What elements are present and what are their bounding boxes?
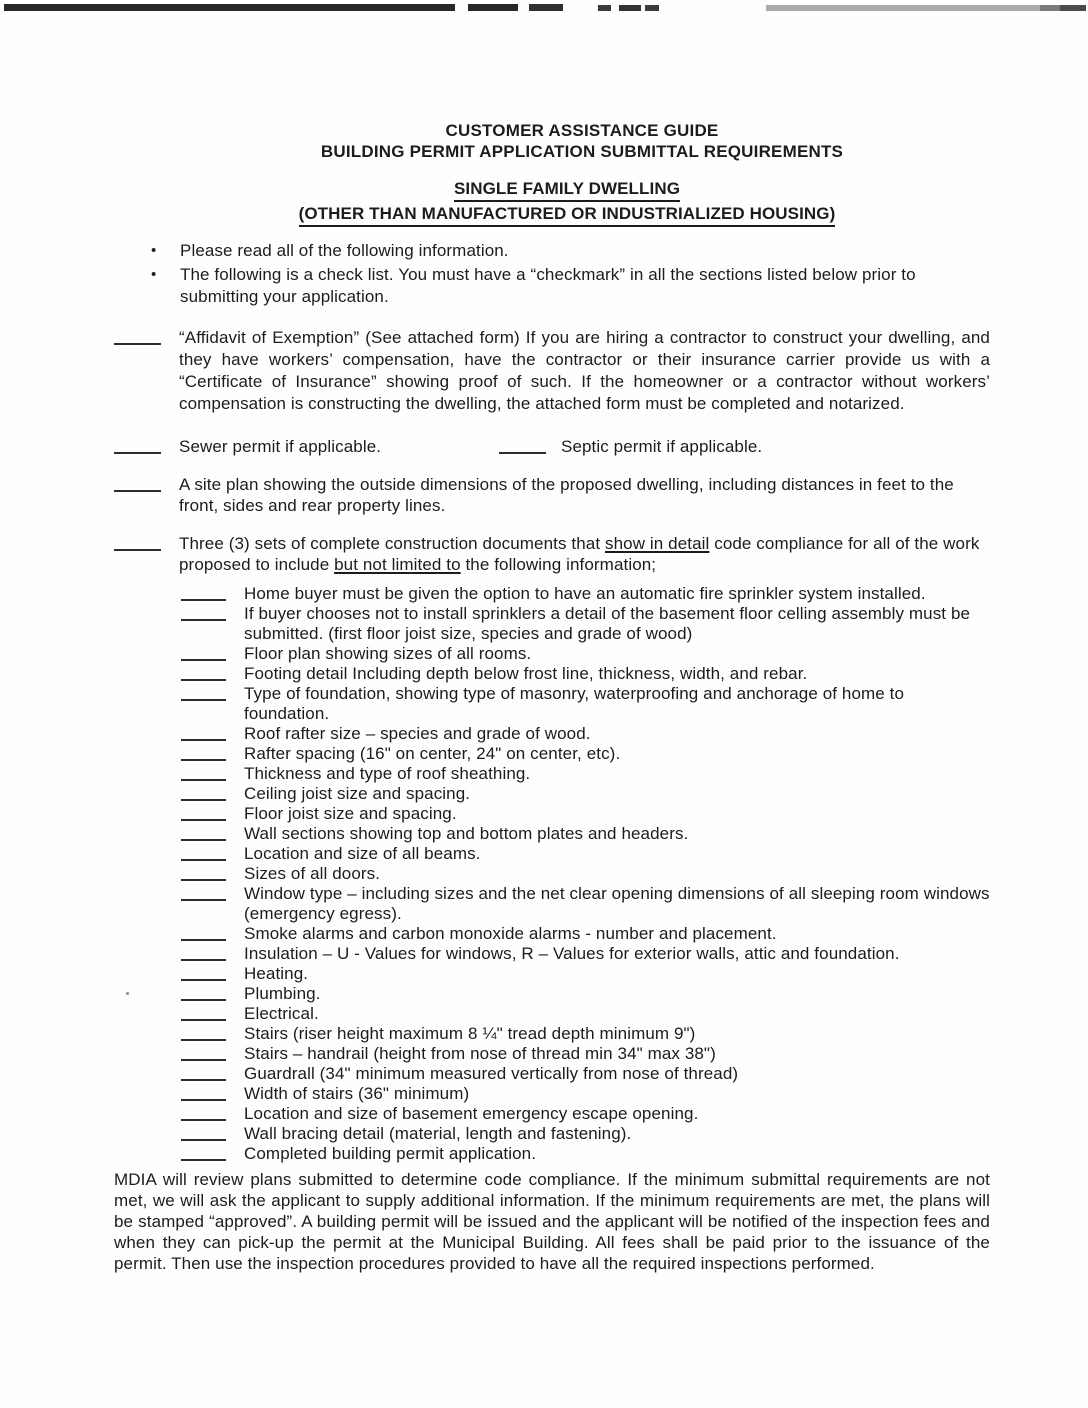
checkmark-line — [181, 886, 226, 901]
text-segment: the following information; — [460, 555, 657, 574]
checkmark-line — [181, 826, 226, 841]
checklist-item-construction-docs — [114, 533, 990, 575]
subtitle-line-1: SINGLE FAMILY DWELLING — [144, 177, 990, 202]
bullet-item — [114, 240, 990, 262]
checklist-sub-item — [181, 984, 990, 1004]
checklist-sub-item — [181, 644, 990, 664]
checklist-sub-item — [181, 1144, 990, 1164]
scan-artifact-bar — [766, 5, 1040, 11]
title-line-1: CUSTOMER ASSISTANCE GUIDE — [445, 121, 719, 140]
sub-item-text: Electrical. — [244, 1004, 319, 1023]
construction-docs-text — [179, 533, 990, 575]
checklist-sub-item — [181, 684, 990, 724]
checklist-sub-item — [181, 1124, 990, 1144]
checklist-sub-item — [181, 1004, 990, 1024]
sub-item-text: Window type – including sizes and the net clear opening dimensions of all sleeping room windows (emergency egress). — [244, 884, 990, 923]
checkmark-line — [181, 586, 226, 601]
document-content — [114, 120, 990, 1274]
sub-item-text: Stairs – handrail (height from nose of thread min 34" max 38") — [244, 1044, 716, 1063]
checklist-sub-item — [181, 744, 990, 764]
sub-item-text: Home buyer must be given the option to have an automatic fire sprinkler system installed. — [244, 584, 926, 603]
sub-item-text: Insulation – U - Values for windows, R – Values for exterior walls, attic and foundation. — [244, 944, 900, 963]
sub-item-text: Footing detail Including depth below frost line, thickness, width, and rebar. — [244, 664, 808, 683]
underlined-phrase: but not limited to — [334, 555, 461, 574]
document-subtitle — [114, 177, 990, 227]
checklist-sub-item — [181, 804, 990, 824]
checkmark-line — [181, 1026, 226, 1041]
checklist-sub-item — [181, 1064, 990, 1084]
bullet-item — [114, 264, 990, 308]
text-segment: code compliance for all of the work proposed to include — [179, 534, 980, 574]
checklist-sub-item — [181, 784, 990, 804]
checkmark-line — [181, 686, 226, 701]
checkmark-line — [181, 1146, 226, 1161]
sub-item-text: Wall bracing detail (material, length and fastening). — [244, 1124, 632, 1143]
sub-item-text: Guardrall (34" minimum measured vertically from nose of thread) — [244, 1064, 739, 1083]
checklist-item-affidavit — [114, 327, 990, 415]
bullet-icon: • — [151, 242, 157, 259]
checkmark-line — [181, 846, 226, 861]
sub-items — [181, 584, 990, 1164]
scan-artifact-bar — [598, 5, 611, 11]
scan-artifact-bar — [1040, 5, 1060, 11]
septic-permit-text: Septic permit if applicable. — [561, 437, 763, 456]
bullet-icon: • — [151, 266, 157, 283]
checklist-sub-item — [181, 1104, 990, 1124]
checklist-sub-item — [181, 724, 990, 744]
scan-artifact-bar — [619, 5, 641, 11]
scan-artifact-bar — [4, 4, 455, 11]
sub-item-text: Stairs (riser height maximum 8 ¼" tread depth minimum 9") — [244, 1024, 696, 1043]
checklist-sub-item — [181, 1024, 990, 1044]
sub-item-text: If buyer chooses not to install sprinklers a detail of the basement floor celling assembly must be submitted. (first floor joist size, species and grade of wood) — [244, 604, 971, 643]
sub-item-text: Sizes of all doors. — [244, 864, 381, 883]
sub-item-text: Heating. — [244, 964, 309, 983]
checkmark-line — [181, 726, 226, 741]
checklist-sub-item — [181, 964, 990, 984]
affidavit-text: “Affidavit of Exemption” (See attached form) If you are hiring a contractor to construct your dwelling, and they have workers’ compensation, have the contractor or their insurance carrier provide us with a “Certificate of Insurance” showing proof of such. If the homeowner or a contractor without workers’ compensation is constructing the dwelling, the attached form must be completed and notarized. — [179, 328, 990, 413]
checklist-sub-item — [181, 884, 990, 924]
scan-artifact-bar — [468, 4, 518, 11]
sub-item-text: Rafter spacing (16" on center, 24" on center, etc). — [244, 744, 621, 763]
checklist-sub-item — [181, 664, 990, 684]
sewer-permit-text: Sewer permit if applicable. — [179, 437, 382, 456]
checkmark-line — [114, 535, 161, 551]
checkmark-line — [114, 438, 161, 454]
checklist-item-site-plan — [114, 474, 990, 516]
checkmark-line — [181, 1106, 226, 1121]
checkmark-line — [181, 1086, 226, 1101]
checkmark-line — [181, 786, 226, 801]
underlined-phrase: show in detail — [604, 534, 710, 553]
checkmark-line — [181, 766, 226, 781]
sub-item-text: Completed building permit application. — [244, 1144, 537, 1163]
sub-item-text: Floor joist size and spacing. — [244, 804, 457, 823]
checkmark-line — [181, 666, 226, 681]
sub-item-text: Plumbing. — [244, 984, 321, 1003]
mdia-review-paragraph: MDIA will review plans submitted to determine code compliance. If the minimum submittal requirements are not met, we will ask the applicant to supply additional information. If the minimum requirements are met, the plans will be stamped “approved”. A building permit will be issued and the applicant will be notified of the inspection fees and when they can pick-up the permit at the Municipal Building. All fees shall be paid prior to the issuance of the permit. Then use the inspection procedures provided to have all the required inspections performed. — [114, 1170, 990, 1273]
checkmark-line — [181, 926, 226, 941]
checklist-sub-item — [181, 824, 990, 844]
checklist-sub-item — [181, 584, 990, 604]
checkmark-line — [114, 329, 161, 345]
sub-item-text: Ceiling joist size and spacing. — [244, 784, 471, 803]
checklist-sub-item — [181, 944, 990, 964]
sub-item-text: Floor plan showing sizes of all rooms. — [244, 644, 532, 663]
bullet-text: Please read all of the following information. — [180, 241, 509, 260]
checkmark-line — [181, 866, 226, 881]
subtitle-line-2: (OTHER THAN MANUFACTURED OR INDUSTRIALIZED HOUSING) — [144, 202, 990, 227]
checkmark-line — [114, 476, 161, 492]
checkmark-line — [181, 806, 226, 821]
site-plan-text: A site plan showing the outside dimensions of the proposed dwelling, including distances in feet to the front, sides and rear property lines. — [179, 475, 954, 515]
checklist-sub-item — [181, 864, 990, 884]
checklist-sub-item — [181, 924, 990, 944]
checklist-sub-item — [181, 1084, 990, 1104]
checkmark-line — [499, 438, 546, 454]
checkmark-line — [181, 946, 226, 961]
bullet-list — [114, 240, 990, 308]
checkmark-line — [181, 966, 226, 981]
checklist-item-sewer-septic — [114, 436, 990, 457]
text-segment: Three (3) sets of complete construction documents that — [179, 534, 605, 553]
checkmark-line — [181, 1006, 226, 1021]
document-title — [114, 120, 990, 162]
checklist-sub-item — [181, 764, 990, 784]
scan-artifact-bar — [1060, 5, 1086, 11]
scan-artifact-bar — [645, 5, 659, 11]
checkmark-line — [181, 606, 226, 621]
scan-artifact-bar — [529, 4, 563, 11]
sub-item-text: Type of foundation, showing type of masonry, waterproofing and anchorage of home to foundation. — [244, 684, 905, 723]
sub-item-text: Wall sections showing top and bottom plates and headers. — [244, 824, 689, 843]
checkmark-line — [181, 1126, 226, 1141]
checkmark-line — [181, 986, 226, 1001]
checklist-sub-item — [181, 1044, 990, 1064]
checkmark-line — [181, 1046, 226, 1061]
sub-item-text: Location and size of basement emergency escape opening. — [244, 1104, 699, 1123]
sub-item-text: Thickness and type of roof sheathing. — [244, 764, 531, 783]
sub-item-text: Smoke alarms and carbon monoxide alarms - number and placement. — [244, 924, 777, 943]
sub-item-text: Width of stairs (36" minimum) — [244, 1084, 470, 1103]
title-line-2: BUILDING PERMIT APPLICATION SUBMITTAL REQUIREMENTS — [320, 142, 844, 161]
checkmark-line — [181, 646, 226, 661]
sub-item-text: Location and size of all beams. — [244, 844, 481, 863]
checkmark-line — [181, 1066, 226, 1081]
checklist-sub-item — [181, 604, 990, 644]
sub-item-text: Roof rafter size – species and grade of wood. — [244, 724, 591, 743]
bullet-text: The following is a check list. You must have a “checkmark” in all the sections listed below prior to submitting your application. — [180, 265, 916, 306]
checkmark-line — [181, 746, 226, 761]
checklist-sub-item — [181, 844, 990, 864]
